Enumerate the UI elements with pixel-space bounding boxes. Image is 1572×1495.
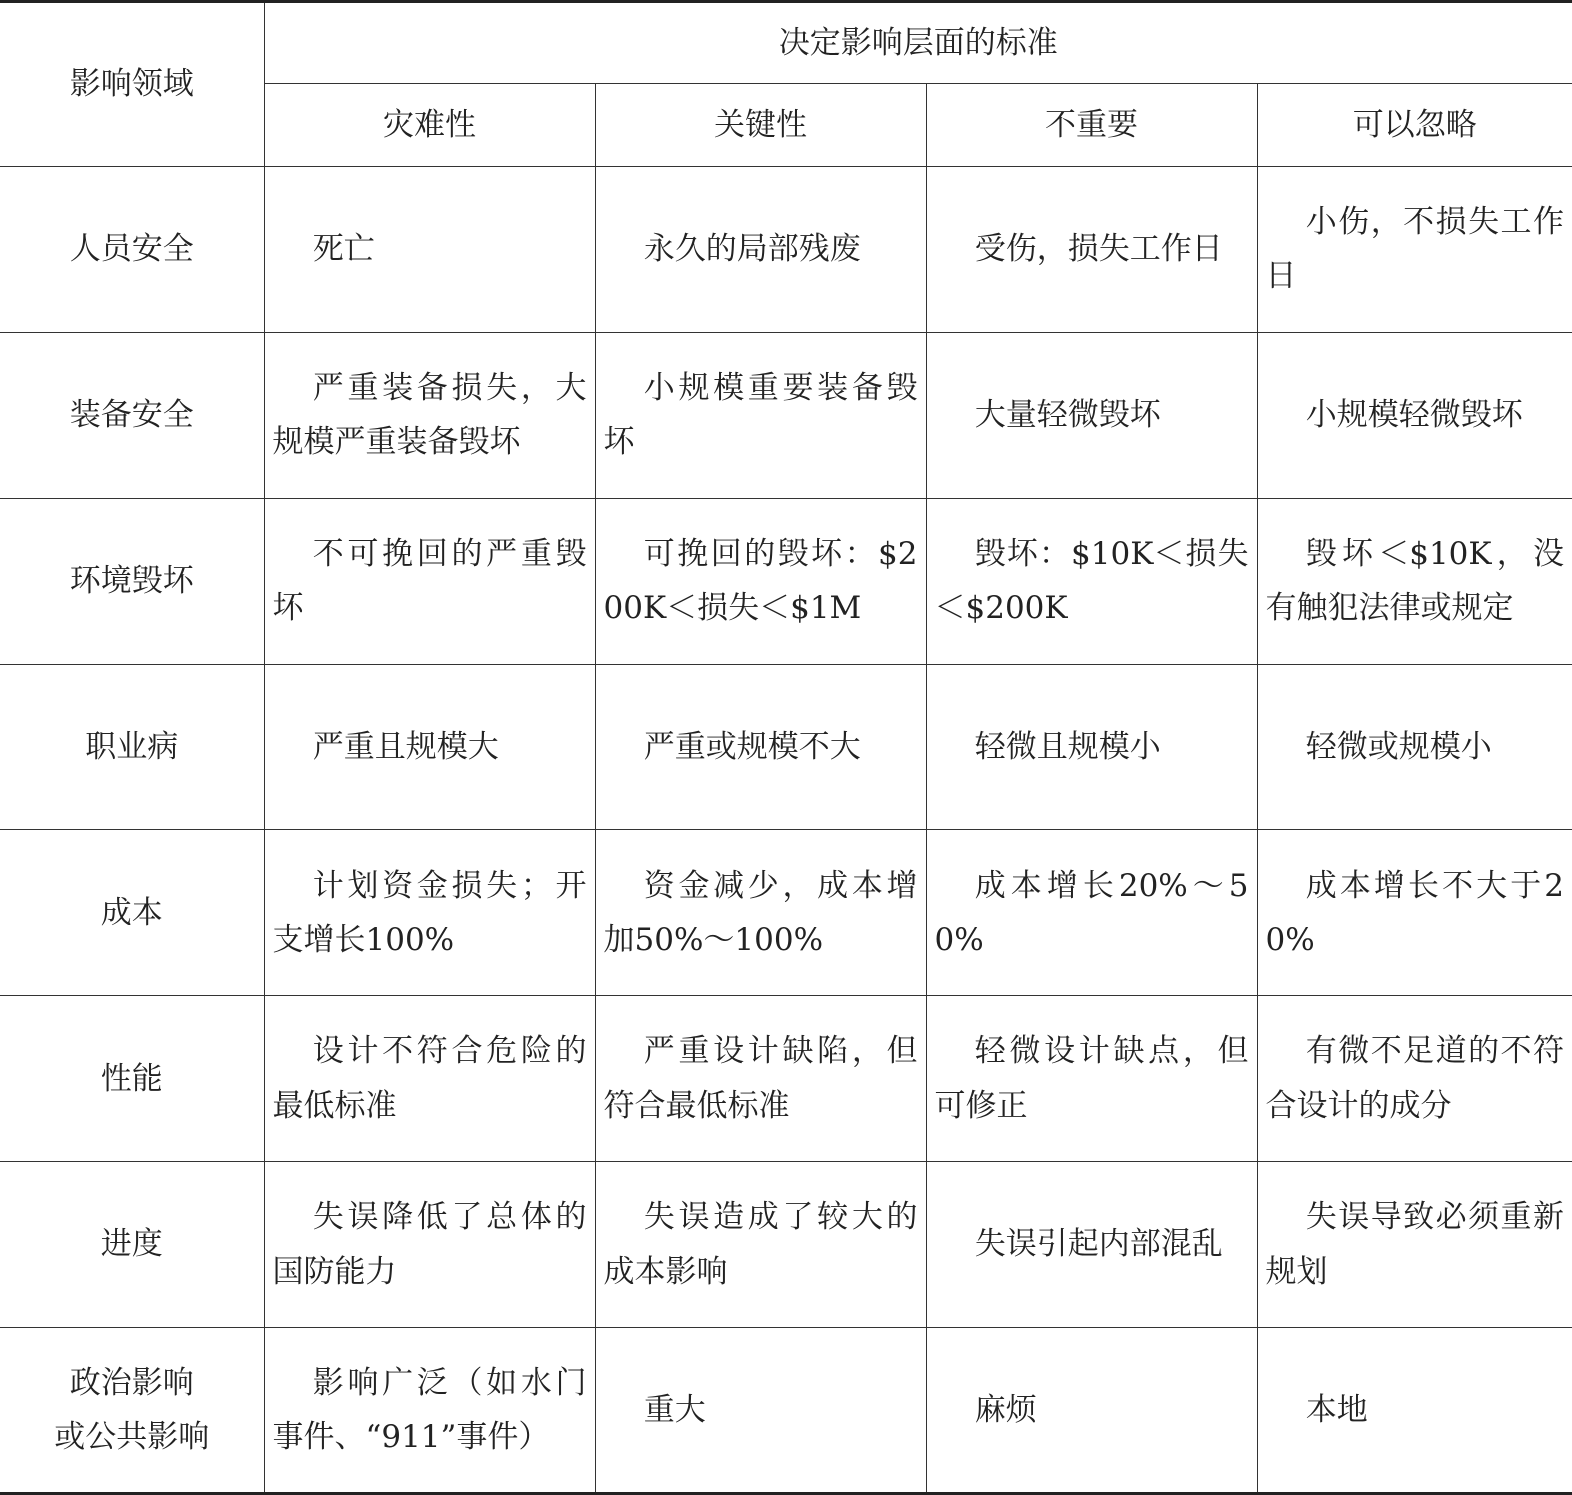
table-cell: 大量轻微毁坏	[926, 332, 1257, 498]
table-cell: 麻烦	[926, 1328, 1257, 1494]
level-header-critical: 关键性	[595, 84, 926, 166]
table-cell: 严重或规模不大	[595, 664, 926, 830]
table-cell: 死亡	[264, 166, 595, 332]
table-cell: 毁坏：$10K＜损失＜$200K	[926, 498, 1257, 664]
table-cell: 受伤，损失工作日	[926, 166, 1257, 332]
table-cell: 严重装备损失，大规模严重装备毁坏	[264, 332, 595, 498]
row-area-label: 进度	[0, 1162, 264, 1328]
row-area-label: 人员安全	[0, 166, 264, 332]
table-cell: 可挽回的毁坏：$200K＜损失＜$1M	[595, 498, 926, 664]
table-cell: 成本增长不大于20%	[1257, 830, 1572, 996]
table-cell: 严重且规模大	[264, 664, 595, 830]
table-cell: 轻微设计缺点，但可修正	[926, 996, 1257, 1162]
table-cell: 资金减少，成本增加50%～100%	[595, 830, 926, 996]
table-row	[0, 664, 1572, 830]
table-row	[0, 166, 1572, 332]
table-cell: 有微不足道的不符合设计的成分	[1257, 996, 1572, 1162]
table-cell: 轻微或规模小	[1257, 664, 1572, 830]
row-area-label: 成本	[0, 830, 264, 996]
area-header: 影响领域	[0, 2, 264, 167]
level-header-minor: 不重要	[926, 84, 1257, 166]
table-row	[0, 830, 1572, 996]
table-body	[0, 2, 1572, 1494]
row-area-label: 性能	[0, 996, 264, 1162]
table-cell: 本地	[1257, 1328, 1572, 1494]
table-cell: 失误导致必须重新规划	[1257, 1162, 1572, 1328]
table-cell: 失误引起内部混乱	[926, 1162, 1257, 1328]
table-cell: 失误造成了较大的成本影响	[595, 1162, 926, 1328]
table-cell: 小伤，不损失工作日	[1257, 166, 1572, 332]
table-cell: 影响广泛（如水门事件、“911”事件）	[264, 1328, 595, 1494]
table-cell: 计划资金损失；开支增长100%	[264, 830, 595, 996]
table-cell: 小规模重要装备毁坏	[595, 332, 926, 498]
row-area-label: 政治影响 或公共影响	[0, 1328, 264, 1494]
table-cell: 重大	[595, 1328, 926, 1494]
table-cell: 毁坏＜$10K，没有触犯法律或规定	[1257, 498, 1572, 664]
table-row	[0, 1162, 1572, 1328]
table-row	[0, 498, 1572, 664]
level-header-catastrophic: 灾难性	[264, 84, 595, 166]
header-row	[0, 2, 1572, 84]
table-row	[0, 332, 1572, 498]
row-area-label: 环境毁坏	[0, 498, 264, 664]
table-cell: 小规模轻微毁坏	[1257, 332, 1572, 498]
table-cell: 永久的局部残废	[595, 166, 926, 332]
table-row	[0, 996, 1572, 1162]
table-cell: 设计不符合危险的最低标准	[264, 996, 595, 1162]
level-header-negligible: 可以忽略	[1257, 84, 1572, 166]
table-cell: 严重设计缺陷，但符合最低标准	[595, 996, 926, 1162]
criteria-header: 决定影响层面的标准	[264, 2, 1572, 84]
row-area-label: 装备安全	[0, 332, 264, 498]
table-cell: 轻微且规模小	[926, 664, 1257, 830]
table-cell: 失误降低了总体的国防能力	[264, 1162, 595, 1328]
table-row	[0, 1328, 1572, 1494]
table-cell: 成本增长20%～50%	[926, 830, 1257, 996]
table-cell: 不可挽回的严重毁坏	[264, 498, 595, 664]
row-area-label: 职业病	[0, 664, 264, 830]
